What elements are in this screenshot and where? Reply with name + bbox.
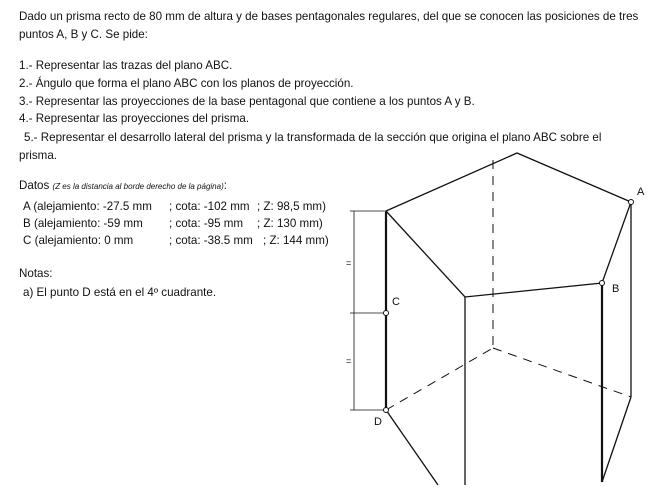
bottom-edge-left xyxy=(386,410,438,485)
data-row-a-z: ; Z: 98,5 mm) xyxy=(257,200,326,213)
label-c: C xyxy=(392,296,400,308)
label-d: D xyxy=(374,416,382,428)
task-5: 5.- Representar el desarrollo lateral del prisma y la transformada de la sección que origina el plano ABC sobre el prisma. xyxy=(19,131,602,162)
nota-a: a) El punto D está en el 4º cuadrante. xyxy=(23,286,217,299)
point-b-marker xyxy=(600,281,605,286)
problem-statement: Dado un prisma recto de 80 mm de altura y de bases pentagonales regulares, del que se conocen las posiciones de tres puntos A, B y C. Se pide: xyxy=(19,10,639,41)
equal-mark-lower: = xyxy=(346,356,352,366)
data-row-a-cota: ; cota: -102 mm xyxy=(169,200,250,213)
hidden-bottom-right xyxy=(493,348,631,397)
data-row-b-point: B (alejamiento: -59 mm xyxy=(23,217,143,230)
prism-hidden-edges xyxy=(386,160,631,410)
hidden-bottom-left xyxy=(386,348,493,410)
task-2: 2.- Ángulo que forma el plano ABC con los planos de proyección. xyxy=(19,77,354,90)
datos-colon: : xyxy=(223,179,227,192)
point-a-marker xyxy=(629,200,634,205)
task-4: 4.- Representar las proyecciones del prisma. xyxy=(19,112,250,125)
notas-title: Notas: xyxy=(19,267,53,280)
data-row-c-z: ; Z: 144 mm) xyxy=(263,234,329,247)
datos-note: (Z es la distancia al borde derecho de la página) xyxy=(52,182,224,191)
label-a: A xyxy=(637,186,645,198)
data-row-c-cota: ; cota: -38.5 mm xyxy=(169,234,253,247)
data-row-c-point: C (alejamiento: 0 mm xyxy=(23,234,134,247)
bottom-edge-right xyxy=(602,397,631,482)
prism-visible-edges xyxy=(386,153,631,485)
datos-title: Datos xyxy=(19,179,50,192)
point-d-marker xyxy=(384,408,389,413)
task-3: 3.- Representar las proyecciones de la base pentagonal que contiene a los puntos A y B. xyxy=(19,95,475,108)
data-row-b-z: ; Z: 130 mm) xyxy=(257,217,323,230)
prism-thick-edges xyxy=(386,212,602,482)
dimension-lines xyxy=(350,211,386,410)
point-markers xyxy=(384,200,634,413)
data-row-b-cota: ; cota: -95 mm xyxy=(169,217,244,230)
data-row-a-point: A (alejamiento: -27.5 mm xyxy=(23,200,152,213)
label-b: B xyxy=(612,283,620,295)
task-1: 1.- Representar las trazas del plano ABC. xyxy=(19,59,233,72)
top-pentagon xyxy=(386,153,631,297)
equal-mark-upper: = xyxy=(346,258,352,268)
point-c-marker xyxy=(384,311,389,316)
